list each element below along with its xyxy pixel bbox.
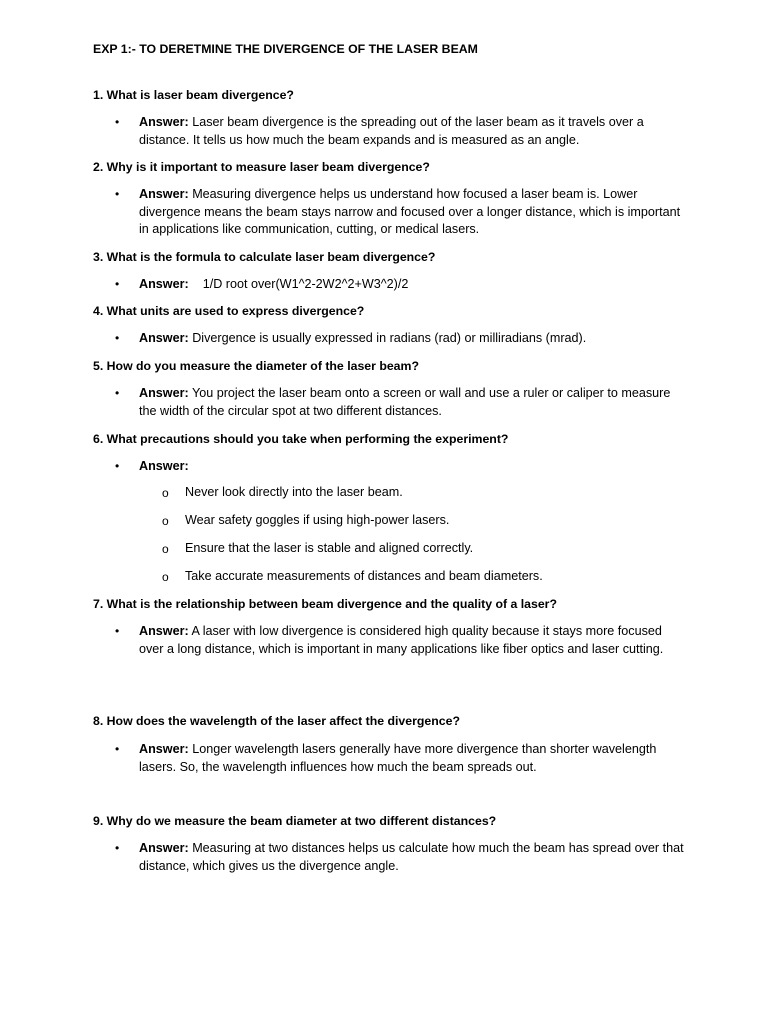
answer-label: Answer: bbox=[139, 277, 189, 291]
sub-bullet-icon: o bbox=[162, 486, 169, 500]
answer-text: Measuring divergence helps us understand how focused a laser beam is. Lower divergence means the beam stays narrow and focused over a longer distance, which is important in applications like communication, cutting, or medical lasers. bbox=[139, 187, 681, 237]
answer-label: Answer: bbox=[139, 187, 189, 201]
bullet-icon: • bbox=[115, 115, 120, 129]
bullet-icon: • bbox=[115, 277, 120, 291]
answer-text: A laser with low divergence is considered high quality because it stays more focused over a long distance, which is important in many applications like fiber optics and laser cutting. bbox=[139, 624, 664, 656]
precaution-item: Never look directly into the laser beam. bbox=[185, 485, 403, 499]
answer-text: Measuring at two distances helps us calculate how much the beam has spread over that distance, which gives us the divergence angle. bbox=[139, 841, 684, 873]
answer-5 bbox=[139, 385, 684, 420]
question-7: 7. What is the relationship between beam divergence and the quality of a laser? bbox=[93, 597, 557, 611]
answer-text: Divergence is usually expressed in radians (rad) or milliradians (mrad). bbox=[192, 331, 587, 345]
bullet-icon: • bbox=[115, 841, 120, 855]
question-9: 9. Why do we measure the beam diameter at two different distances? bbox=[93, 814, 497, 828]
answer-label: Answer: bbox=[139, 841, 189, 855]
answer-3 bbox=[139, 276, 684, 294]
bullet-icon: • bbox=[115, 624, 120, 638]
question-3: 3. What is the formula to calculate laser beam divergence? bbox=[93, 250, 436, 264]
bullet-icon: • bbox=[115, 459, 120, 473]
question-5: 5. How do you measure the diameter of the laser beam? bbox=[93, 359, 419, 373]
question-8: 8. How does the wavelength of the laser affect the divergence? bbox=[93, 714, 460, 728]
bullet-icon: • bbox=[115, 187, 120, 201]
answer-label: Answer: bbox=[139, 459, 189, 473]
document-title: EXP 1:- TO DERETMINE THE DIVERGENCE OF THE LASER BEAM bbox=[93, 42, 478, 56]
bullet-icon: • bbox=[115, 386, 120, 400]
question-6: 6. What precautions should you take when performing the experiment? bbox=[93, 432, 509, 446]
answer-label: Answer: bbox=[139, 386, 189, 400]
answer-2 bbox=[139, 186, 684, 239]
answer-text: You project the laser beam onto a screen or wall and use a ruler or caliper to measure the width of the circular spot at two different distances. bbox=[139, 386, 671, 418]
question-1: 1. What is laser beam divergence? bbox=[93, 88, 294, 102]
answer-text: Longer wavelength lasers generally have more divergence than shorter wavelength lasers. So, the wavelength influences how much the beam spreads out. bbox=[139, 742, 657, 774]
answer-7 bbox=[139, 623, 684, 658]
formula-text: 1/D root over(W1^2-2W2^2+W3^2)/2 bbox=[202, 277, 409, 291]
answer-label: Answer: bbox=[139, 115, 189, 129]
sub-bullet-icon: o bbox=[162, 542, 169, 556]
answer-text: Laser beam divergence is the spreading out of the laser beam as it travels over a distance. It tells us how much the beam expands and is measured as an angle. bbox=[139, 115, 644, 147]
sub-bullet-icon: o bbox=[162, 570, 169, 584]
answer-4 bbox=[139, 330, 684, 348]
question-4: 4. What units are used to express divergence? bbox=[93, 304, 365, 318]
answer-8 bbox=[139, 741, 684, 776]
answer-1 bbox=[139, 114, 684, 149]
answer-9 bbox=[139, 840, 684, 875]
question-2: 2. Why is it important to measure laser beam divergence? bbox=[93, 160, 430, 174]
answer-label: Answer: bbox=[139, 331, 189, 345]
precaution-item: Ensure that the laser is stable and aligned correctly. bbox=[185, 541, 474, 555]
bullet-icon: • bbox=[115, 331, 120, 345]
answer-6 bbox=[139, 458, 684, 476]
precaution-item: Take accurate measurements of distances and beam diameters. bbox=[185, 569, 543, 583]
precaution-item: Wear safety goggles if using high-power lasers. bbox=[185, 513, 450, 527]
bullet-icon: • bbox=[115, 742, 120, 756]
answer-label: Answer: bbox=[139, 624, 189, 638]
sub-bullet-icon: o bbox=[162, 514, 169, 528]
answer-label: Answer: bbox=[139, 742, 189, 756]
